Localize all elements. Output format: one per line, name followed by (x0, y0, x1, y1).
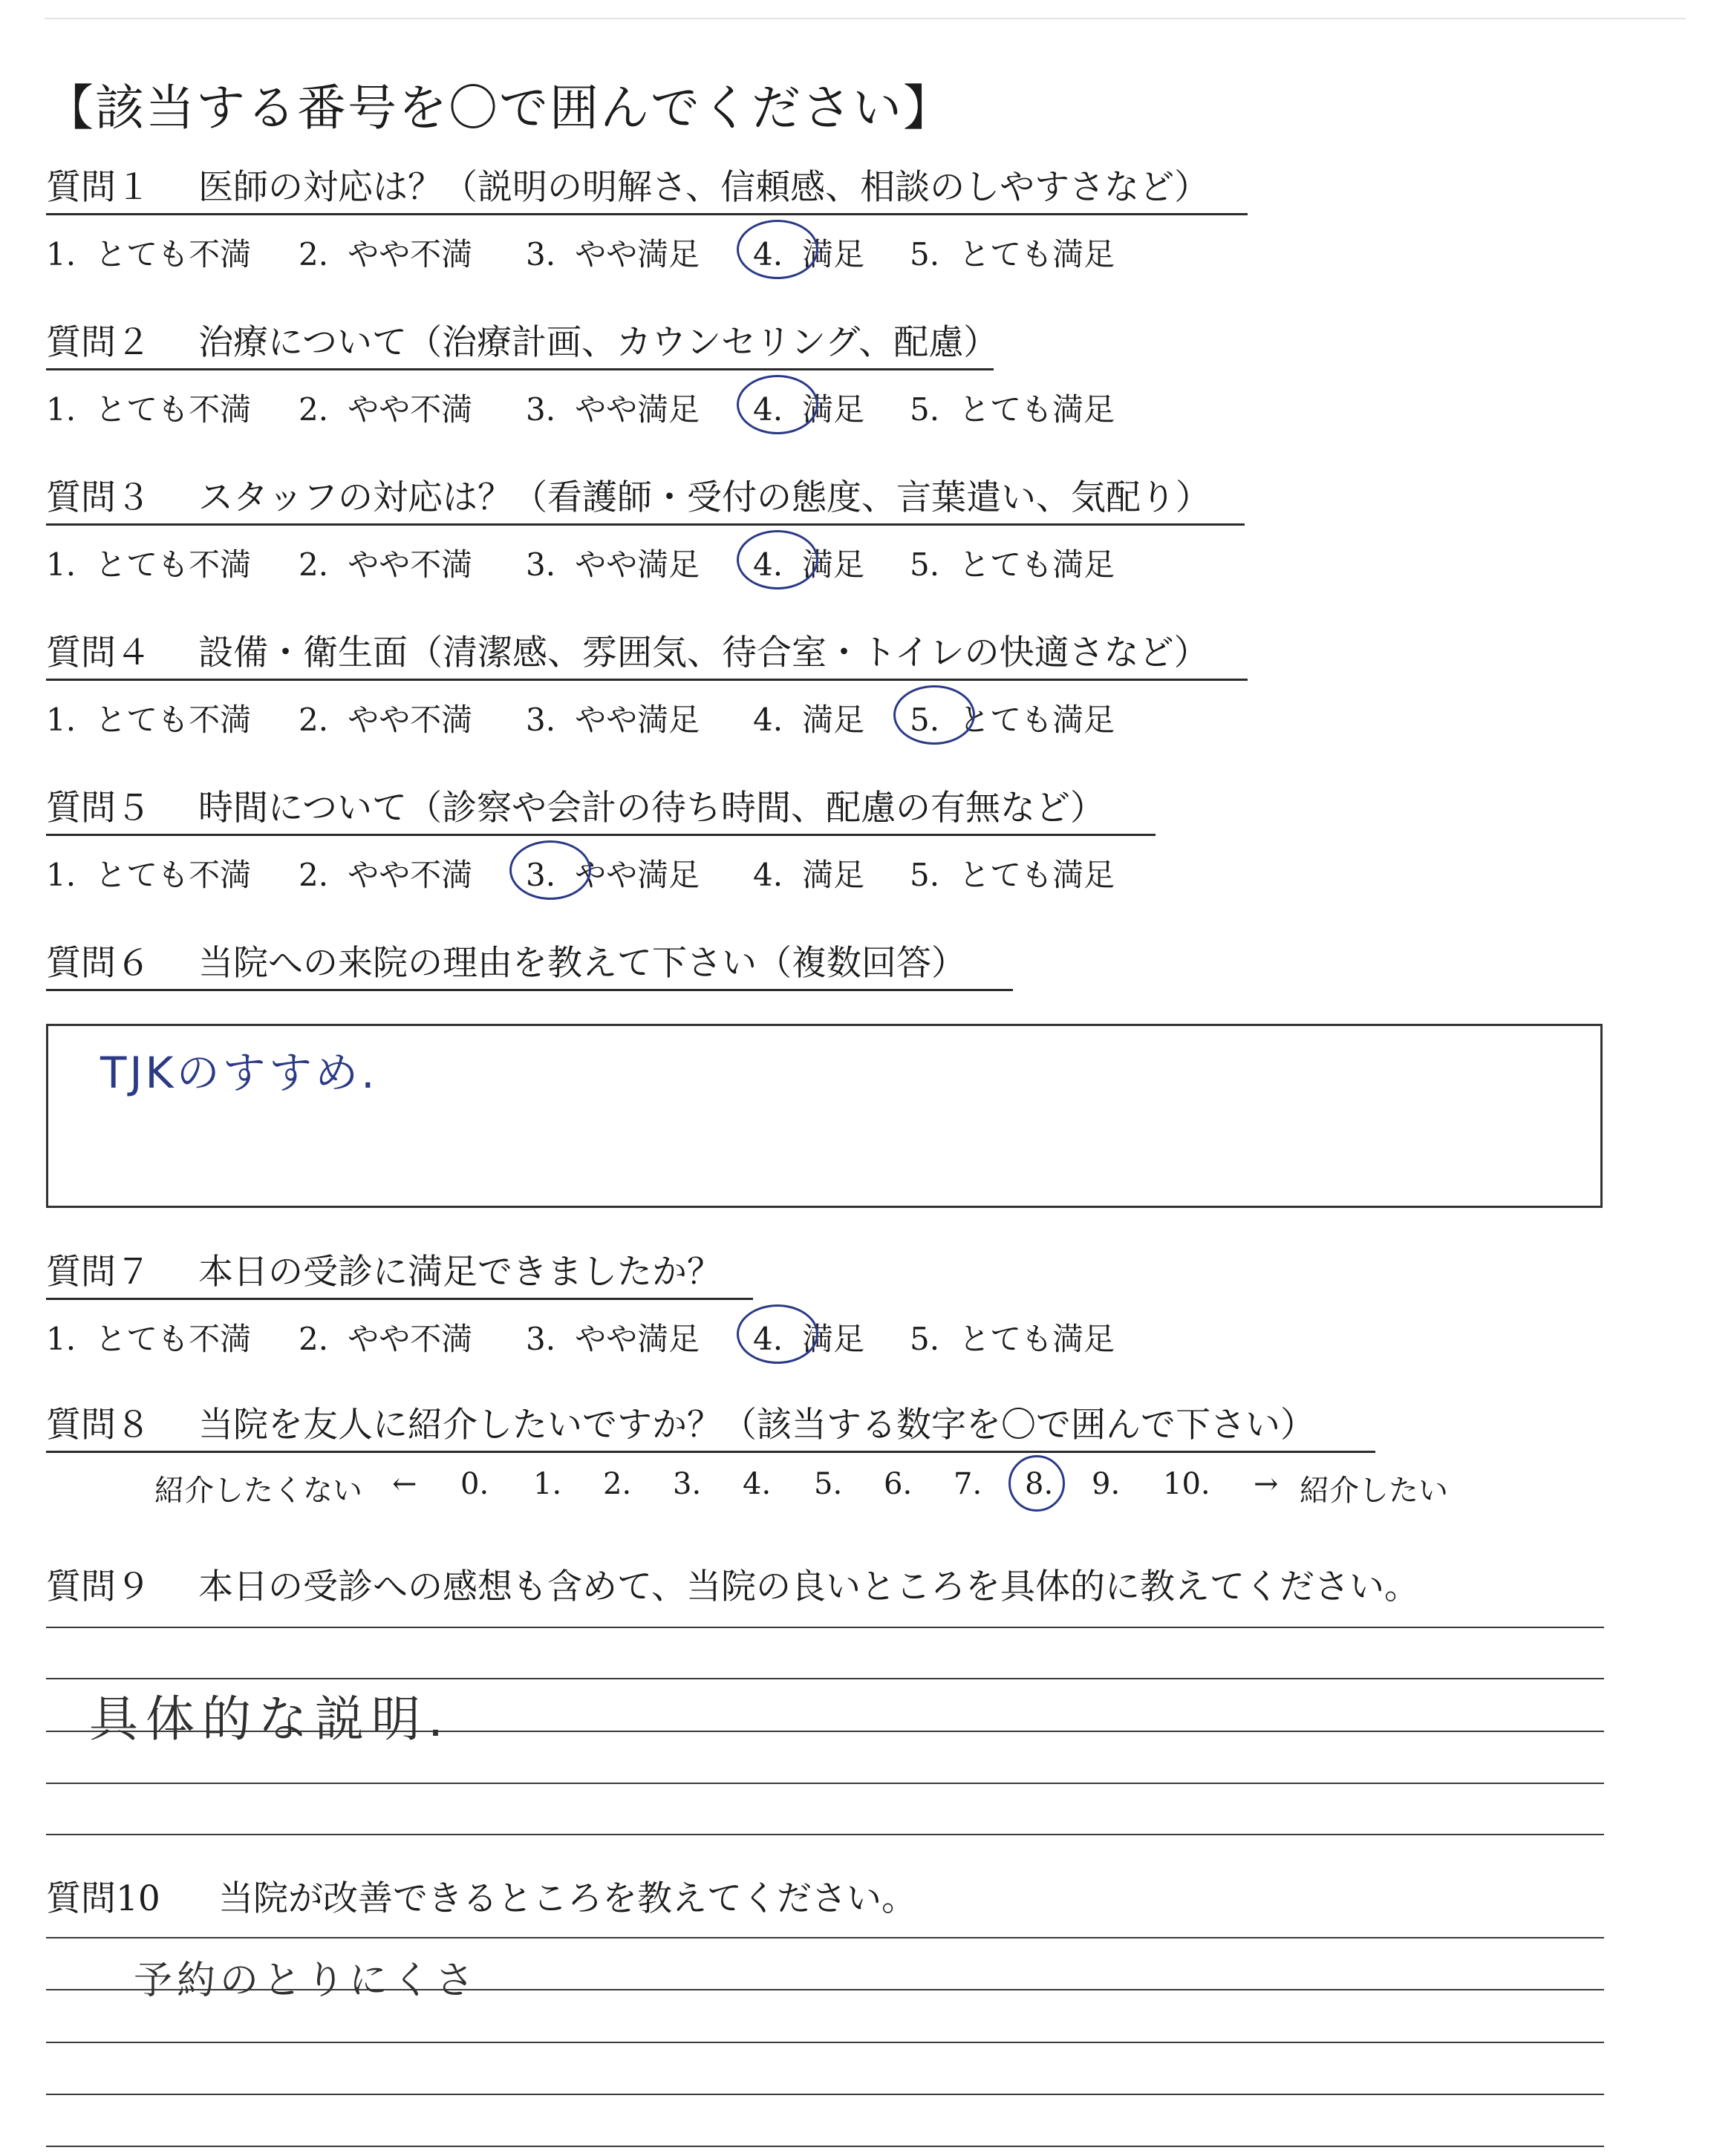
scale-value[interactable]: 2. (603, 1467, 632, 1501)
option-number: 4. (753, 702, 783, 738)
rating-option-5[interactable] (910, 540, 1115, 585)
scale-value[interactable]: 9. (1092, 1467, 1121, 1501)
recommend-scale (0, 1467, 1711, 1509)
option-label: とても不満 (95, 1321, 252, 1357)
option-label: やや不満 (348, 702, 473, 738)
option-number: 1. (46, 236, 76, 272)
question-label: 質問１ (46, 167, 151, 208)
scale-value[interactable]: 6. (884, 1467, 913, 1501)
option-label: やや不満 (348, 546, 473, 583)
option-label: やや満足 (575, 702, 700, 738)
option-label: とても不満 (95, 702, 252, 738)
option-number: 1. (46, 391, 76, 428)
question-label: 質問４ (46, 633, 151, 673)
question-underline (46, 989, 1013, 991)
writing-line (46, 2146, 1604, 2147)
option-number: 5. (910, 1321, 940, 1357)
writing-line (46, 1783, 1604, 1784)
rating-option-3[interactable] (526, 540, 700, 585)
option-label: 満足 (802, 702, 865, 738)
rating-option-5[interactable] (910, 230, 1115, 275)
option-number: 3. (526, 857, 556, 893)
option-label: やや不満 (348, 1321, 473, 1357)
option-label: 満足 (802, 1321, 865, 1357)
rating-option-2[interactable] (299, 1315, 472, 1359)
option-number: 1. (46, 546, 76, 583)
scale-value[interactable]: 8. (1025, 1467, 1054, 1501)
rating-option-3[interactable] (526, 230, 700, 275)
rating-option-1[interactable] (46, 230, 251, 275)
handwritten-reason: TJKのすすめ. (100, 1048, 378, 1098)
rating-option-1[interactable] (46, 540, 251, 585)
rating-option-3[interactable] (526, 385, 700, 430)
scale-right-label: 紹介したい (1300, 1474, 1448, 1508)
page-top-edge (45, 18, 1686, 19)
question-label: 質問２ (46, 322, 151, 363)
question-underline (46, 523, 1245, 526)
question-text: 当院を友人に紹介したいですか？（該当する数字を〇で囲んで下さい） (198, 1405, 1315, 1446)
rating-option-2[interactable] (299, 540, 472, 585)
option-label: とても不満 (95, 857, 252, 893)
option-label: とても満足 (959, 391, 1115, 428)
option-label: やや満足 (575, 1321, 700, 1357)
question-label: 質問５ (46, 788, 151, 829)
question-underline (46, 679, 1248, 681)
question-text: 治療について（治療計画、カウンセリング、配慮） (198, 322, 999, 363)
rating-option-5[interactable] (910, 1315, 1115, 1359)
option-number: 3. (526, 236, 556, 272)
question-label: 質問８ (46, 1405, 151, 1446)
option-label: とても満足 (959, 857, 1115, 893)
rating-option-1[interactable] (46, 1315, 251, 1359)
writing-line (46, 1937, 1604, 1938)
option-number: 3. (526, 1321, 556, 1357)
option-label: とても満足 (959, 702, 1115, 738)
selection-circle (737, 375, 818, 434)
rating-option-3[interactable] (526, 1315, 700, 1359)
scale-value[interactable]: 1. (533, 1467, 562, 1501)
question-text: 本日の受診に満足できましたか？ (198, 1252, 722, 1293)
option-label: やや不満 (348, 236, 473, 272)
option-label: とても満足 (959, 546, 1115, 583)
option-number: 5. (910, 857, 940, 893)
question-label: 質問９ (46, 1567, 151, 1607)
scale-value[interactable]: 3. (673, 1467, 702, 1501)
scale-value[interactable]: 4. (743, 1467, 772, 1501)
scale-value[interactable]: 5. (814, 1467, 843, 1501)
rating-option-1[interactable] (46, 385, 251, 430)
question-text: 当院が改善できるところを教えてください。 (218, 1878, 916, 1919)
option-number: 5. (910, 546, 940, 583)
selection-circle (737, 530, 818, 589)
option-label: とても不満 (95, 391, 252, 428)
writing-line (46, 2042, 1604, 2043)
option-label: やや不満 (348, 857, 473, 893)
question-underline (46, 834, 1156, 836)
option-label: とても不満 (95, 236, 252, 272)
question-text: 当院への来院の理由を教えて下さい（複数回答） (198, 943, 966, 984)
option-number: 4. (753, 857, 783, 893)
option-number: 2. (299, 391, 329, 428)
rating-option-2[interactable] (299, 230, 472, 275)
option-number: 4. (753, 1321, 783, 1357)
option-number: 2. (299, 1321, 329, 1357)
rating-option-3[interactable] (526, 696, 700, 740)
option-label: やや不満 (348, 391, 473, 428)
question-text: 時間について（診察や会計の待ち時間、配慮の有無など） (198, 788, 1106, 829)
option-number: 5. (910, 236, 940, 272)
handwritten-good-points: 具体的な説明. (89, 1690, 451, 1748)
option-label: やや満足 (575, 857, 700, 893)
rating-option-5[interactable] (910, 385, 1115, 430)
question-underline (46, 1451, 1375, 1453)
selection-circle (509, 840, 591, 900)
rating-option-4[interactable] (753, 851, 864, 895)
option-label: やや満足 (575, 391, 700, 428)
rating-option-1[interactable] (46, 696, 251, 740)
option-label: とても不満 (95, 546, 252, 583)
scale-value[interactable]: 7. (954, 1467, 982, 1501)
writing-line (46, 1834, 1604, 1835)
arrow-left-icon: ← (392, 1467, 417, 1501)
handwritten-improvement: 予約のとりにくさ (134, 1959, 479, 2003)
rating-option-5[interactable] (910, 851, 1115, 895)
selection-circle (1008, 1455, 1065, 1512)
option-label: とても満足 (959, 236, 1115, 272)
option-label: 満足 (802, 546, 865, 583)
rating-option-2[interactable] (299, 696, 472, 740)
option-number: 4. (753, 236, 783, 272)
option-label: とても満足 (959, 1321, 1115, 1357)
question-text: スタッフの対応は？（看護師・受付の態度、言葉遣い、気配り） (198, 477, 1210, 518)
option-number: 5. (910, 702, 940, 738)
option-label: 満足 (802, 391, 865, 428)
option-number: 2. (299, 236, 329, 272)
question-text: 医師の対応は？（説明の明解さ、信頼感、相談のしやすさなど） (198, 167, 1210, 208)
option-number: 1. (46, 1321, 76, 1357)
option-number: 3. (526, 391, 556, 428)
option-number: 1. (46, 702, 76, 738)
question-label: 質問６ (46, 943, 151, 984)
rating-option-4[interactable] (753, 696, 864, 740)
option-label: やや満足 (575, 236, 700, 272)
option-label: やや満足 (575, 546, 700, 583)
option-number: 2. (299, 546, 329, 583)
option-label: 満足 (802, 857, 865, 893)
rating-option-2[interactable] (299, 385, 472, 430)
option-number: 2. (299, 857, 329, 893)
option-number: 3. (526, 546, 556, 583)
question-text: 本日の受診への感想も含めて、当院の良いところを具体的に教えてください。 (198, 1567, 1420, 1607)
option-label: 満足 (802, 236, 865, 272)
question-underline (46, 213, 1248, 215)
question-label: 質問３ (46, 477, 151, 518)
scale-left-label: 紹介したくない (154, 1474, 362, 1508)
option-number: 1. (46, 857, 76, 893)
option-number: 5. (910, 391, 940, 428)
arrow-right-icon: → (1254, 1467, 1279, 1501)
writing-line (46, 2094, 1604, 2095)
rating-option-1[interactable] (46, 851, 251, 895)
selection-circle (737, 220, 818, 279)
scale-value[interactable]: 0. (460, 1467, 489, 1501)
question-text: 設備・衛生面（清潔感、雰囲気、待合室・トイレの快適さなど） (198, 633, 1209, 673)
question-label: 質問７ (46, 1252, 151, 1293)
question-underline (46, 1298, 753, 1300)
option-number: 4. (753, 391, 783, 428)
option-number: 4. (753, 546, 783, 583)
rating-option-2[interactable] (299, 851, 472, 895)
option-number: 3. (526, 702, 556, 738)
selection-circle (893, 685, 975, 745)
scale-value[interactable]: 10. (1163, 1467, 1210, 1501)
instruction-heading: 【該当する番号を〇で囲んでください】 (45, 79, 954, 137)
question-label: 質問10 (46, 1878, 160, 1919)
selection-circle (737, 1304, 818, 1364)
question-underline (46, 368, 994, 370)
writing-line (46, 1627, 1604, 1628)
option-number: 2. (299, 702, 329, 738)
